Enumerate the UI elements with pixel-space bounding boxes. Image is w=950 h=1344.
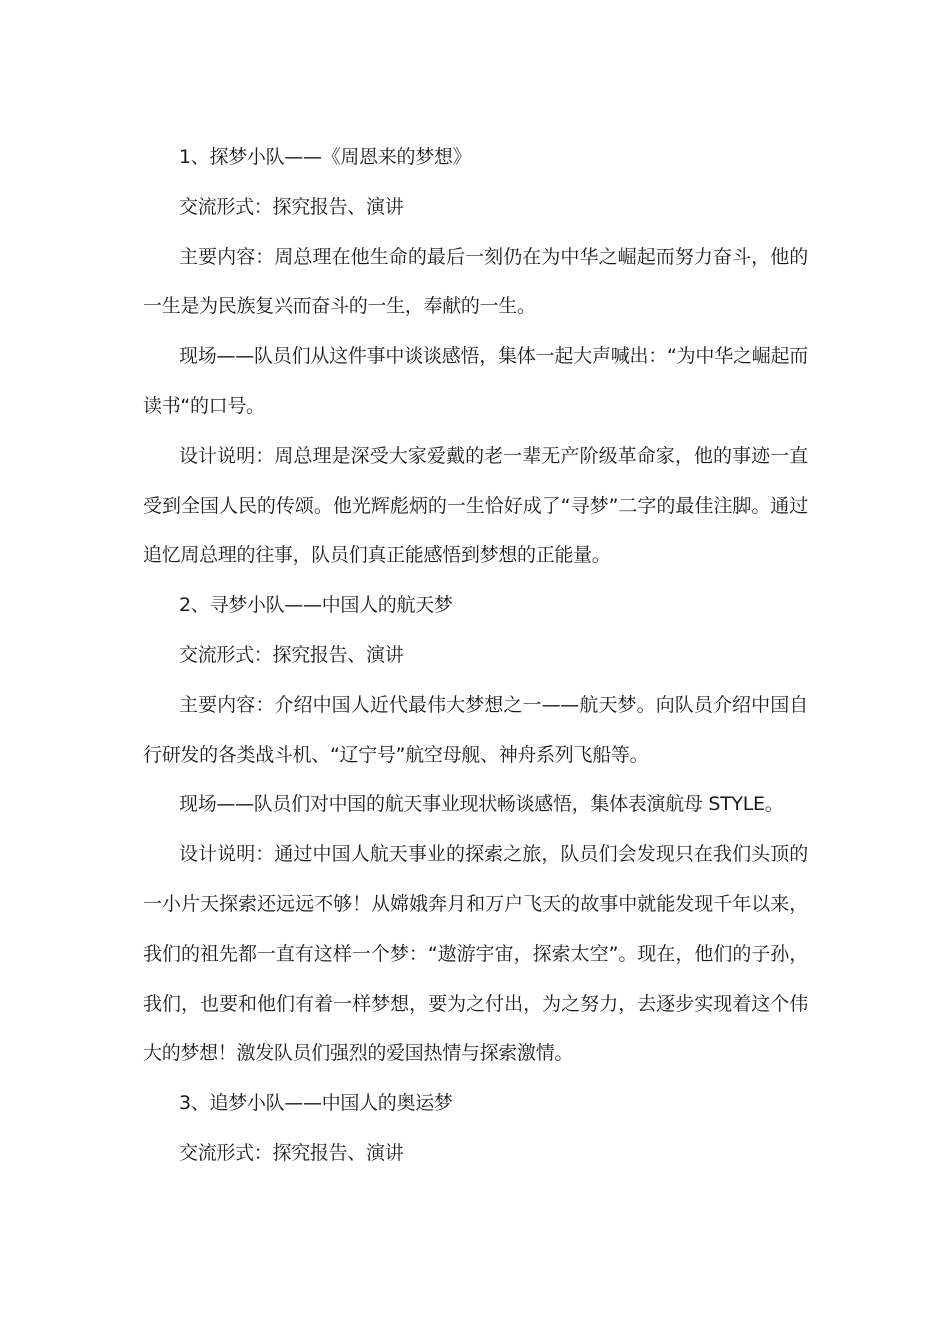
paragraph-scene-2: 现场——队员们对中国的航天事业现状畅谈感悟，集体表演航母 STYLE。 (179, 793, 784, 816)
section-heading-2: 2、寻梦小队——中国人的航天梦 (179, 594, 453, 617)
paragraph-design-2: 设计说明：通过中国人航天事业的探索之旅，队员们会发现只在我们头顶的一小片天探索还远远不够！从嫦娥奔月和万户飞天的故事中就能发现千年以来，我们的祖先都一直有这样一个梦：“遨游宇宙，探索太空”。现在，他们的子孙，我们，也要和他们有着一样梦想，要为之付出，为之努力，去逐步实现着这个伟大的梦想！激发队员们强烈的爱国热情与探索激情。 (143, 843, 808, 1065)
paragraph-content-1: 主要内容：周总理在他生命的最后一刻仍在为中华之崛起而努力奋斗，他的一生是为民族复兴而奋斗的一生，奉献的一生。 (143, 245, 808, 318)
paragraph-content-2: 主要内容：介绍中国人近代最伟大梦想之一——航天梦。向队员介绍中国自行研发的各类战斗机、“辽宁号”航空母舰、神舟系列飞船等。 (143, 693, 808, 766)
document-body (143, 133, 808, 1179)
paragraph-scene-1: 现场——队员们从这件事中谈谈感悟，集体一起大声喊出：“为中华之崛起而读书“的口号。 (143, 345, 808, 417)
section-heading-1: 1、探梦小队——《周恩来的梦想》 (179, 146, 472, 168)
section-heading-3: 3、追梦小队——中国人的奥运梦 (179, 1092, 453, 1115)
paragraph-format-1: 交流形式：探究报告、演讲 (179, 195, 404, 218)
paragraph-format-3: 交流形式：探究报告、演讲 (179, 1141, 404, 1164)
paragraph-design-1: 设计说明：周总理是深受大家爱戴的老一辈无产阶级革命家，他的事迹一直受到全国人民的传颂。他光辉彪炳的一生恰好成了“寻梦”二字的最佳注脚。通过追忆周总理的往事，队员们真正能感悟到梦想的正能量。 (143, 444, 808, 567)
paragraph-format-2: 交流形式：探究报告、演讲 (179, 643, 404, 666)
